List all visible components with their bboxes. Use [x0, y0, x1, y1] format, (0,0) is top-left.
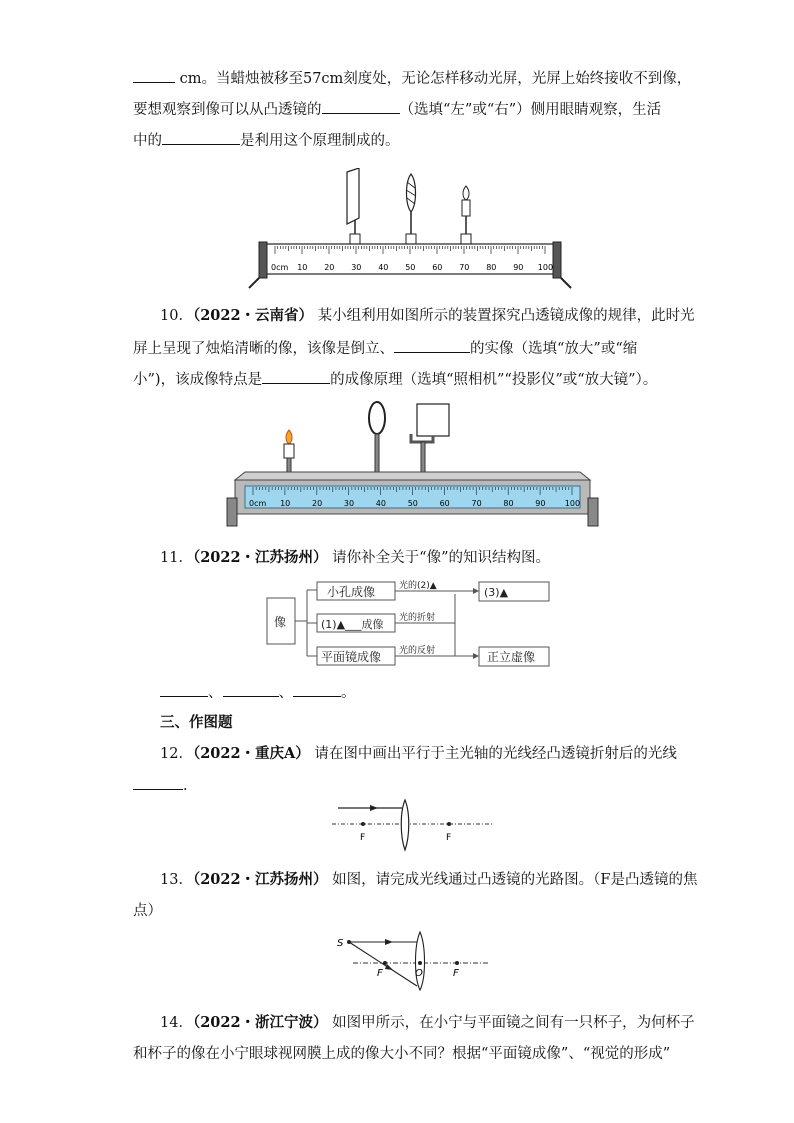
center-label: O — [415, 968, 423, 979]
answer-blank[interactable] — [394, 338, 470, 353]
q12-text: 请在图中画出平行于主光轴的光线经凸透镜折射后的光线 — [314, 746, 677, 762]
q13-line-1 — [160, 870, 697, 890]
q10-line-1 — [160, 306, 695, 326]
scale-tick-label: 90 — [513, 263, 524, 272]
optical-bench-figure-2 — [225, 398, 600, 530]
question-source: （2022・江苏扬州） — [192, 549, 328, 566]
scale-tick-label: 10 — [280, 499, 291, 508]
scale-tick-label: 20 — [312, 499, 323, 508]
q9-text: 是利用这个原理制成的。 — [240, 133, 400, 149]
q10-text: 某小组利用如图所示的装置探究凸透镜成像的规律，此时光 — [317, 308, 695, 324]
scale-tick-label: 80 — [486, 263, 497, 272]
q9-line-1 — [133, 68, 691, 89]
focus-label: F — [446, 833, 452, 843]
q12-line-1 — [160, 744, 677, 764]
candle-flame — [463, 186, 469, 200]
q11-text: 请你补全关于“像”的知识结构图。 — [332, 550, 550, 566]
scale-tick-label: 80 — [503, 499, 514, 508]
answer-blank[interactable] — [162, 130, 240, 145]
q11-answer-line — [160, 682, 356, 703]
q10-text: 的成像原理（选填“照相机”“投影仪”或“放大镜”）。 — [330, 372, 658, 388]
question-source: （2022・江苏扬州） — [192, 871, 328, 888]
question-source: （2022・重庆A） — [192, 745, 310, 762]
scale-tick-label: 70 — [471, 499, 482, 508]
q13-text: 如图，请完成光线通过凸透镜的光路图。（F是凸透镜的焦 — [332, 872, 698, 888]
question-number: 12． — [160, 746, 193, 762]
optical-center — [418, 961, 422, 965]
answer-blank-2[interactable] — [223, 682, 279, 697]
candle — [284, 444, 294, 458]
ray-through-focus — [349, 942, 417, 986]
focus-label: F — [377, 968, 383, 979]
focus-point — [383, 961, 387, 965]
q10-text: 屏上呈现了烛焰清晰的像，该像是倒立、 — [133, 341, 394, 357]
scale-tick-label: 40 — [375, 499, 386, 508]
question-number: 14． — [160, 1015, 193, 1031]
box-1-label: (1)▲___成像 — [321, 618, 384, 631]
scale-tick-label: 100 — [564, 499, 581, 508]
q14-text: 如图甲所示，在小宁与平面镜之间有一只杯子，为何杯子 — [332, 1015, 695, 1031]
q10-line-2 — [133, 338, 637, 359]
scale-tick-label: 90 — [535, 499, 546, 508]
separator: 、 — [278, 685, 293, 701]
q12-line-2 — [133, 775, 188, 796]
unit-text: cm — [179, 71, 202, 87]
scale-tick-label: 40 — [378, 263, 389, 272]
answer-blank[interactable] — [133, 775, 183, 790]
question-source: （2022・云南省） — [192, 307, 314, 324]
focus-label: F — [453, 968, 459, 979]
focus-point — [455, 961, 459, 965]
refraction-label: 光的折射 — [399, 613, 436, 623]
q9-text: （选填“左”或“右”）侧用眼睛观察，生活 — [399, 102, 662, 118]
box-3-label: (3)▲ — [484, 586, 509, 599]
convex-lens — [369, 402, 385, 434]
q13-lens-figure — [333, 928, 493, 992]
answer-blank[interactable] — [322, 99, 400, 114]
q11-line-1 — [160, 548, 550, 568]
q10-text: 的实像（选填“放大”或“缩 — [470, 341, 638, 357]
candle-flame — [286, 430, 292, 444]
scale-tick-label: 20 — [324, 263, 335, 272]
scale-tick-label: 10 — [297, 263, 308, 272]
answer-blank-1[interactable] — [160, 682, 208, 697]
reflection-label: 光的反射 — [399, 646, 436, 656]
answer-blank-3[interactable] — [293, 682, 341, 697]
scale-tick-label: 60 — [439, 499, 450, 508]
optical-bench-figure-1 — [245, 168, 575, 290]
question-number: 10． — [160, 308, 193, 324]
q14-line-2 — [133, 1044, 670, 1064]
q9-text: 。当蜡烛被移至57cm刻度处，无论怎样移动光屏，光屏上始终接收不到像， — [201, 71, 692, 87]
q10-line-3 — [133, 369, 657, 390]
light-screen — [347, 168, 359, 224]
question-number: 13． — [160, 872, 193, 888]
q10-text: 小”)，该成像特点是 — [133, 372, 263, 388]
virtual-image-label: 正立虚像 — [487, 650, 536, 664]
question-source: （2022・浙江宁波） — [192, 1014, 328, 1031]
knowledge-structure-diagram — [265, 578, 565, 670]
scale-tick-label: 70 — [459, 263, 470, 272]
scale-label: 0cm — [249, 499, 267, 508]
answer-blank[interactable] — [133, 68, 175, 83]
focus-point — [447, 822, 451, 826]
section-title: 三、作图题 — [160, 714, 233, 731]
label-s: S — [337, 938, 344, 949]
scale-tick-label: 60 — [432, 263, 443, 272]
q13-text: 点） — [133, 903, 162, 919]
light-screen — [417, 404, 449, 436]
pinhole-label: 小孔成像 — [327, 585, 376, 599]
question-number: 11． — [160, 550, 193, 566]
q9-text: 中的 — [133, 133, 162, 149]
q14-line-1 — [160, 1013, 695, 1033]
candle — [462, 200, 470, 216]
scale-label: 0cm — [271, 263, 289, 272]
mirror-label: 平面镜成像 — [321, 650, 382, 664]
scale-tick-label: 30 — [343, 499, 355, 508]
convex-lens — [401, 800, 409, 850]
scale-tick-label: 100 — [537, 263, 554, 272]
q12-lens-figure — [330, 798, 495, 856]
focus-point — [361, 822, 365, 826]
focus-label: F — [360, 833, 366, 843]
separator: 、 — [208, 685, 223, 701]
scale-tick-label: 50 — [405, 263, 416, 272]
q9-line-3 — [133, 130, 400, 151]
scale-tick-label: 30 — [351, 263, 362, 272]
root-label: 像 — [274, 615, 287, 629]
q13-line-2 — [133, 901, 162, 921]
q9-line-2 — [133, 99, 661, 120]
q14-text: 和杯子的像在小宁眼球视网膜上成的像大小不同？根据“平面镜成像”、“视觉的形成” — [133, 1046, 671, 1062]
separator: 。 — [341, 685, 356, 701]
arrow-1-label: 光的(2)▲ — [399, 581, 437, 591]
q9-text: 要想观察到像可以从凸透镜的 — [133, 102, 322, 118]
scale-tick-label: 50 — [407, 499, 418, 508]
answer-blank[interactable] — [262, 369, 330, 384]
period: . — [183, 778, 188, 794]
